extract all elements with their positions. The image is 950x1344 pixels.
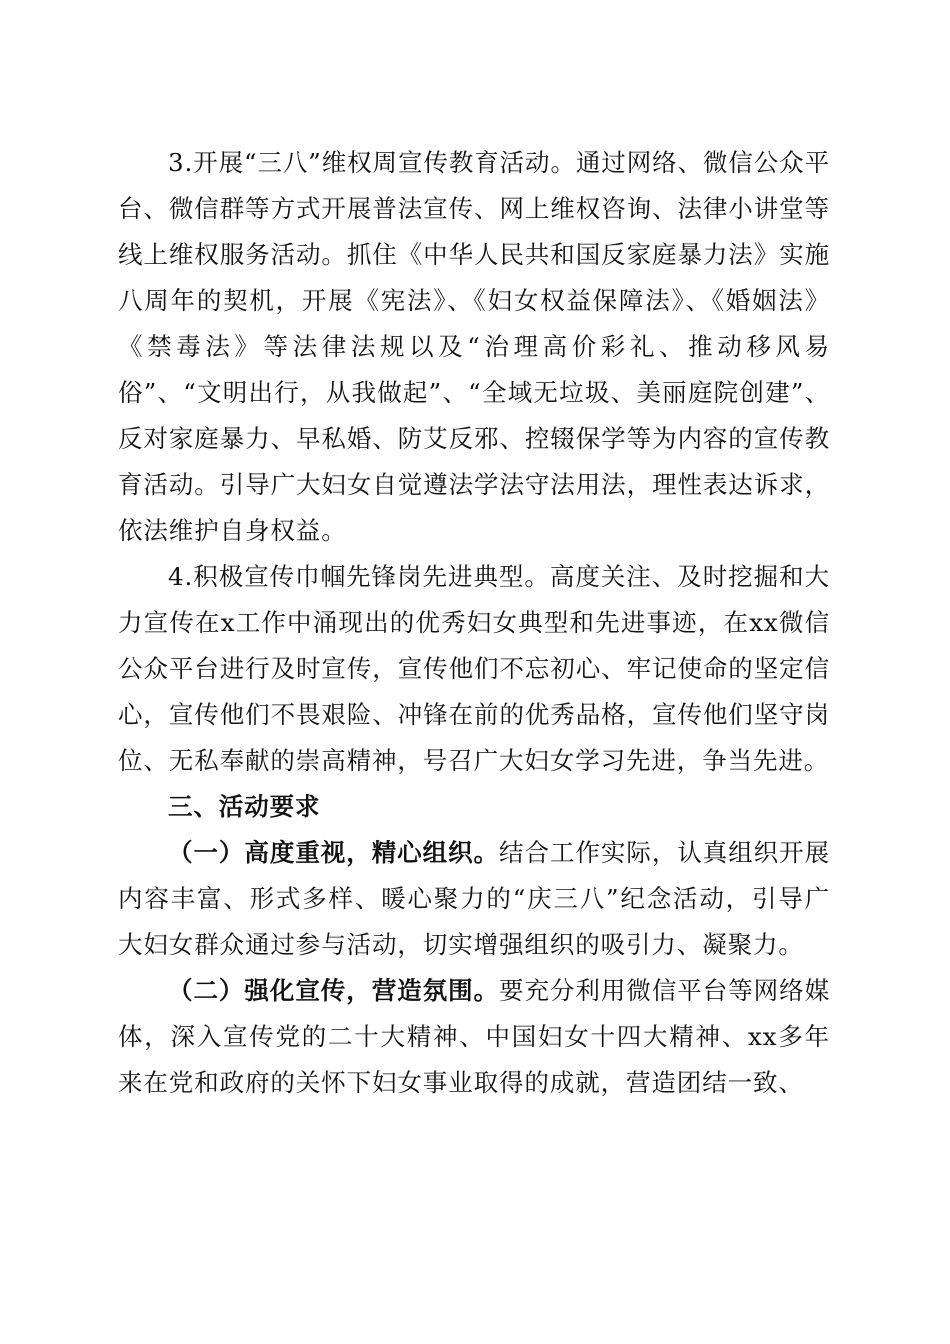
requirement-text: 要充分利用微信平台等网络媒体，深入宣传党的二十大精神、中国妇女十四大精神、xx多年来在党和政府的关怀下妇女事业取得的成就，营造团结一致、: [118, 976, 830, 1097]
requirement-text: 结合工作实际，认真组织开展内容丰富、形式多样、暖心聚力的“庆三八”纪念活动，引导广大妇女群众通过参与活动，切实增强组织的吸引力、凝聚力。: [118, 838, 830, 959]
section-heading: 三、活动要求: [168, 792, 321, 821]
requirement-item-2: [118, 968, 830, 1106]
document-body: [118, 140, 830, 1106]
requirement-lead: （一）高度重视，精心组织。: [168, 838, 500, 867]
paragraph-text: 3.开展“三八”维权周宣传教育活动。通过网络、微信公众平台、微信群等方式开展普法宣传、网上维权咨询、法律小讲堂等线上维权服务活动。抓住《中华人民共和国反家庭暴力法》实施八周年的契机，开展《宪法》、《妇女权益保障法》、《婚姻法》《禁毒法》等法律法规以及“治理高价彩礼、推动移风易俗”、“文明出行，从我做起”、“全域无垃圾、美丽庭院创建”、反对家庭暴力、早私婚、防艾反邪、控辍保学等为内容的宣传教育活动。引导广大妇女自觉遵法学法守法用法，理性表达诉求，依法维护自身权益。: [118, 148, 830, 545]
paragraph-item-3: [118, 140, 830, 554]
requirement-lead: （二）强化宣传，营造氛围。: [168, 976, 500, 1005]
paragraph-text: 4.积极宣传巾帼先锋岗先进典型。高度关注、及时挖掘和大力宣传在x工作中涌现出的优秀妇女典型和先进事迹，在xx微信公众平台进行及时宣传，宣传他们不忘初心、牢记使命的坚定信心，宣传他们不畏艰险、冲锋在前的优秀品格，宣传他们坚守岗位、无私奉献的崇高精神，号召广大妇女学习先进，争当先进。: [118, 562, 830, 775]
paragraph-item-4: [118, 554, 830, 784]
requirement-item-1: [118, 830, 830, 968]
